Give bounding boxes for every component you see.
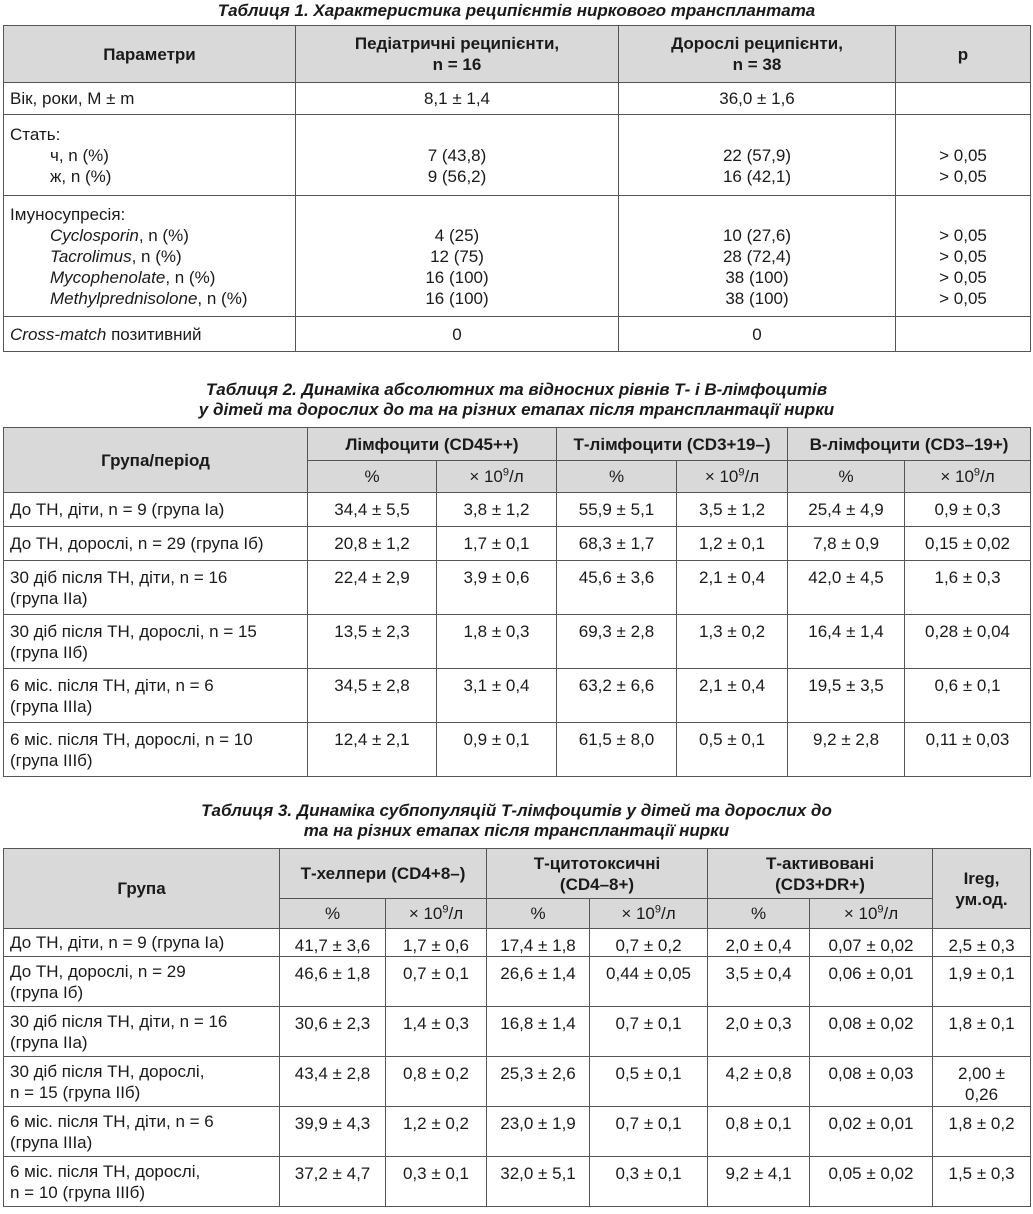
ireg-cell: 1,8 ± 0,1 (933, 1007, 1031, 1057)
table-cell: 0,08 ± 0,02 (810, 1007, 933, 1057)
t3-header-t-activated: Т-активовані (CD3+DR+) (708, 849, 933, 899)
table-cell: 37,2 ± 4,7 (280, 1157, 386, 1207)
table-cell: 22,4 ± 2,9 (308, 561, 437, 615)
table-cell: 55,9 ± 5,1 (557, 493, 677, 527)
t1-sex-labels: Стать: ч, n (%) ж, n (%) (4, 115, 296, 196)
t2-subheader-abs: × $10^9/л$ (905, 461, 1031, 493)
table-cell: 0,3 ± 0,1 (386, 1157, 487, 1207)
t1-sex-p: > 0,05 > 0,05 (896, 115, 1031, 196)
table-cell: 42,0 ± 4,5 (788, 561, 905, 615)
table-cell: 45,6 ± 3,6 (557, 561, 677, 615)
t3-subheader-abs: × $10^9/л$ (590, 899, 708, 929)
table-cell: 41,7 ± 3,6 (280, 929, 386, 957)
table-row (4, 1057, 1031, 1107)
table2-caption: Таблиця 2. Динаміка абсолютних та відносних рівнів Т- і В-лімфоцитів у дітей та дорослих до та на різних етапах після трансплантації нирки (198, 380, 835, 419)
table-row (4, 493, 1031, 527)
table-cell: 9,2 ± 4,1 (708, 1157, 810, 1207)
table-cell: 0,08 ± 0,03 (810, 1057, 933, 1107)
table1-caption: Таблиця 1. Характеристика реципієнтів ниркового трансплантата (217, 1, 816, 20)
table3 (3, 848, 1031, 1207)
t1-age-adult: 36,0 ± 1,6 (619, 83, 896, 115)
table-cell: 0,28 ± 0,04 (905, 615, 1031, 669)
table-cell: 4,2 ± 0,8 (708, 1057, 810, 1107)
table-cell: 2,0 ± 0,3 (708, 1007, 810, 1057)
group-label: До ТН, діти, n = 9 (група Іа) (4, 493, 308, 527)
table-cell: 0,7 ± 0,1 (386, 957, 487, 1007)
table-row (4, 1107, 1031, 1157)
table-row (4, 723, 1031, 777)
table-cell: 0,7 ± 0,2 (590, 929, 708, 957)
table-cell: 2,0 ± 0,4 (708, 929, 810, 957)
t1-header-adult: Дорослі реципієнти, n = 38 (619, 26, 896, 83)
table-cell: 0,9 ± 0,3 (905, 493, 1031, 527)
table-cell: 7,8 ± 0,9 (788, 527, 905, 561)
table-cell: 68,3 ± 1,7 (557, 527, 677, 561)
table-cell: 23,0 ± 1,9 (487, 1107, 590, 1157)
table-cell: 1,3 ± 0,2 (677, 615, 788, 669)
group-label: 30 діб після ТН, діти, n = 16 (група ІІа) (4, 1007, 280, 1057)
t3-subheader-abs: × $10^9/л$ (386, 899, 487, 929)
table-cell: 12,4 ± 2,1 (308, 723, 437, 777)
table-cell: 1,7 ± 0,1 (437, 527, 557, 561)
group-label: 6 міс. після ТН, діти, n = 6 (група ІІІа) (4, 1107, 280, 1157)
t2-subheader-pct: % (557, 461, 677, 493)
table-cell: 16,4 ± 1,4 (788, 615, 905, 669)
t2-subheader-abs: × $10^9/л$ (677, 461, 788, 493)
t1-immuno-ped: 4 (25) 12 (75) 16 (100) 16 (100) (296, 196, 619, 317)
t3-header-group: Група (4, 849, 280, 929)
table-cell: 9,2 ± 2,8 (788, 723, 905, 777)
t1-sex-adult: 22 (57,9) 16 (42,1) (619, 115, 896, 196)
group-label: 30 діб після ТН, діти, n = 16 (група ІІа) (4, 561, 308, 615)
table-cell: 0,5 ± 0,1 (590, 1057, 708, 1107)
table3-caption: Таблиця 3. Динаміка субпопуляцій Т-лімфоцитів у дітей та дорослих до та на різних етапах після трансплантації нирки (201, 801, 832, 840)
table-cell: 0,44 ± 0,05 (590, 957, 708, 1007)
table-cell: 20,8 ± 1,2 (308, 527, 437, 561)
group-label: До ТН, дорослі, n = 29 (група Іб) (4, 527, 308, 561)
t1-header-p: p (896, 26, 1031, 83)
t1-row-sex (4, 115, 1031, 196)
ireg-cell: 1,8 ± 0,2 (933, 1107, 1031, 1157)
table-cell: 30,6 ± 2,3 (280, 1007, 386, 1057)
table-cell: 39,9 ± 4,3 (280, 1107, 386, 1157)
table-cell: 34,4 ± 5,5 (308, 493, 437, 527)
t1-cross-label: Cross-match позитивний (4, 317, 296, 352)
table-cell: 0,02 ± 0,01 (810, 1107, 933, 1157)
table-cell: 0,7 ± 0,1 (590, 1007, 708, 1057)
table-row (4, 527, 1031, 561)
t2-header-lymphocytes: Лімфоцити (CD45++) (308, 428, 557, 461)
ireg-cell: 1,9 ± 0,1 (933, 957, 1031, 1007)
table-cell: 43,4 ± 2,8 (280, 1057, 386, 1107)
t2-header-b-lymphocytes: В-лімфоцити (CD3–19+) (788, 428, 1031, 461)
table-cell: 32,0 ± 5,1 (487, 1157, 590, 1207)
t1-row-immuno (4, 196, 1031, 317)
t1-row-age (4, 83, 1031, 115)
group-label: До ТН, дорослі, n = 29 (група Іб) (4, 957, 280, 1007)
table-cell: 25,3 ± 2,6 (487, 1057, 590, 1107)
table-cell: 69,3 ± 2,8 (557, 615, 677, 669)
table-row (4, 669, 1031, 723)
t1-header-params: Параметри (4, 26, 296, 83)
table-cell: 1,2 ± 0,1 (677, 527, 788, 561)
t3-subheader-pct: % (487, 899, 590, 929)
table-row (4, 1157, 1031, 1207)
t2-header-t-lymphocytes: Т-лімфоцити (CD3+19–) (557, 428, 788, 461)
t3-header-ireg: Ireg, ум.од. (933, 849, 1031, 929)
t1-age-p (896, 83, 1031, 115)
table1 (3, 25, 1031, 352)
table-cell: 26,6 ± 1,4 (487, 957, 590, 1007)
table-cell: 1,4 ± 0,3 (386, 1007, 487, 1057)
table-cell: 1,8 ± 0,3 (437, 615, 557, 669)
table-cell: 17,4 ± 1,8 (487, 929, 590, 957)
table-cell: 0,15 ± 0,02 (905, 527, 1031, 561)
table-cell: 0,6 ± 0,1 (905, 669, 1031, 723)
group-label: До ТН, діти, n = 9 (група Іа) (4, 929, 280, 957)
table-cell: 61,5 ± 8,0 (557, 723, 677, 777)
table-cell: 0,8 ± 0,2 (386, 1057, 487, 1107)
group-label: 6 міс. після ТН, діти, n = 6 (група ІІІа) (4, 669, 308, 723)
table-cell: 25,4 ± 4,9 (788, 493, 905, 527)
t1-cross-p (896, 317, 1031, 352)
table-cell: 46,6 ± 1,8 (280, 957, 386, 1007)
t2-subheader-pct: % (788, 461, 905, 493)
table-cell: 0,5 ± 0,1 (677, 723, 788, 777)
table-cell: 2,1 ± 0,4 (677, 669, 788, 723)
t3-subheader-pct: % (280, 899, 386, 929)
t1-immuno-p: > 0,05 > 0,05 > 0,05 > 0,05 (896, 196, 1031, 317)
ireg-cell: 1,5 ± 0,3 (933, 1157, 1031, 1207)
t1-immuno-adult: 10 (27,6) 28 (72,4) 38 (100) 38 (100) (619, 196, 896, 317)
table-cell: 19,5 ± 3,5 (788, 669, 905, 723)
t3-header-t-cytotoxic: Т-цитотоксичні (CD4–8+) (487, 849, 708, 899)
t3-subheader-abs: × $10^9/л$ (810, 899, 933, 929)
table-cell: 3,5 ± 1,2 (677, 493, 788, 527)
t1-cross-ped: 0 (296, 317, 619, 352)
table-row (4, 561, 1031, 615)
table-cell: 0,8 ± 0,1 (708, 1107, 810, 1157)
group-label: 6 міс. після ТН, дорослі, n = 10 (група ІІІб) (4, 1157, 280, 1207)
table-row (4, 929, 1031, 957)
t3-header-t-helpers: Т-хелпери (CD4+8–) (280, 849, 487, 899)
t2-header-group: Група/період (4, 428, 308, 493)
t1-header-pediatric: Педіатричні реципієнти, n = 16 (296, 26, 619, 83)
t1-immuno-labels: Імуносупресія: Cyclosporin, n (%) Tacrolimus, n (%) Mycophenolate, n (%) Methylprednisolone, n (%) (4, 196, 296, 317)
table-cell: 13,5 ± 2,3 (308, 615, 437, 669)
t1-row-crossmatch (4, 317, 1031, 352)
t2-subheader-pct: % (308, 461, 437, 493)
t1-sex-ped: 7 (43,8) 9 (56,2) (296, 115, 619, 196)
table2 (3, 427, 1031, 777)
t2-subheader-abs: × $10^9/л$ (437, 461, 557, 493)
ireg-cell: 2,00 ± 0,26 (933, 1057, 1031, 1107)
t1-age-label: Вік, роки, M ± m (4, 83, 296, 115)
table-cell: 1,6 ± 0,3 (905, 561, 1031, 615)
table-cell: 0,05 ± 0,02 (810, 1157, 933, 1207)
table-cell: 0,7 ± 0,1 (590, 1107, 708, 1157)
table-cell: 63,2 ± 6,6 (557, 669, 677, 723)
t1-age-ped: 8,1 ± 1,4 (296, 83, 619, 115)
table-cell: 0,06 ± 0,01 (810, 957, 933, 1007)
t1-cross-adult: 0 (619, 317, 896, 352)
table-row (4, 615, 1031, 669)
table-cell: 2,1 ± 0,4 (677, 561, 788, 615)
t3-subheader-pct: % (708, 899, 810, 929)
table-cell: 34,5 ± 2,8 (308, 669, 437, 723)
table-cell: 1,7 ± 0,6 (386, 929, 487, 957)
table-row (4, 1007, 1031, 1057)
table-cell: 0,3 ± 0,1 (590, 1157, 708, 1207)
table-cell: 0,9 ± 0,1 (437, 723, 557, 777)
ireg-cell: 2,5 ± 0,3 (933, 929, 1031, 957)
table-cell: 3,9 ± 0,6 (437, 561, 557, 615)
table-cell: 0,07 ± 0,02 (810, 929, 933, 957)
table-cell: 16,8 ± 1,4 (487, 1007, 590, 1057)
group-label: 30 діб після ТН, дорослі, n = 15 (група ІІб) (4, 1057, 280, 1107)
table-cell: 3,5 ± 0,4 (708, 957, 810, 1007)
group-label: 6 міс. після ТН, дорослі, n = 10 (група ІІІб) (4, 723, 308, 777)
table-cell: 3,8 ± 1,2 (437, 493, 557, 527)
table-cell: 1,2 ± 0,2 (386, 1107, 487, 1157)
table-cell: 0,11 ± 0,03 (905, 723, 1031, 777)
group-label: 30 діб після ТН, дорослі, n = 15 (група ІІб) (4, 615, 308, 669)
table-row (4, 957, 1031, 1007)
table-cell: 3,1 ± 0,4 (437, 669, 557, 723)
